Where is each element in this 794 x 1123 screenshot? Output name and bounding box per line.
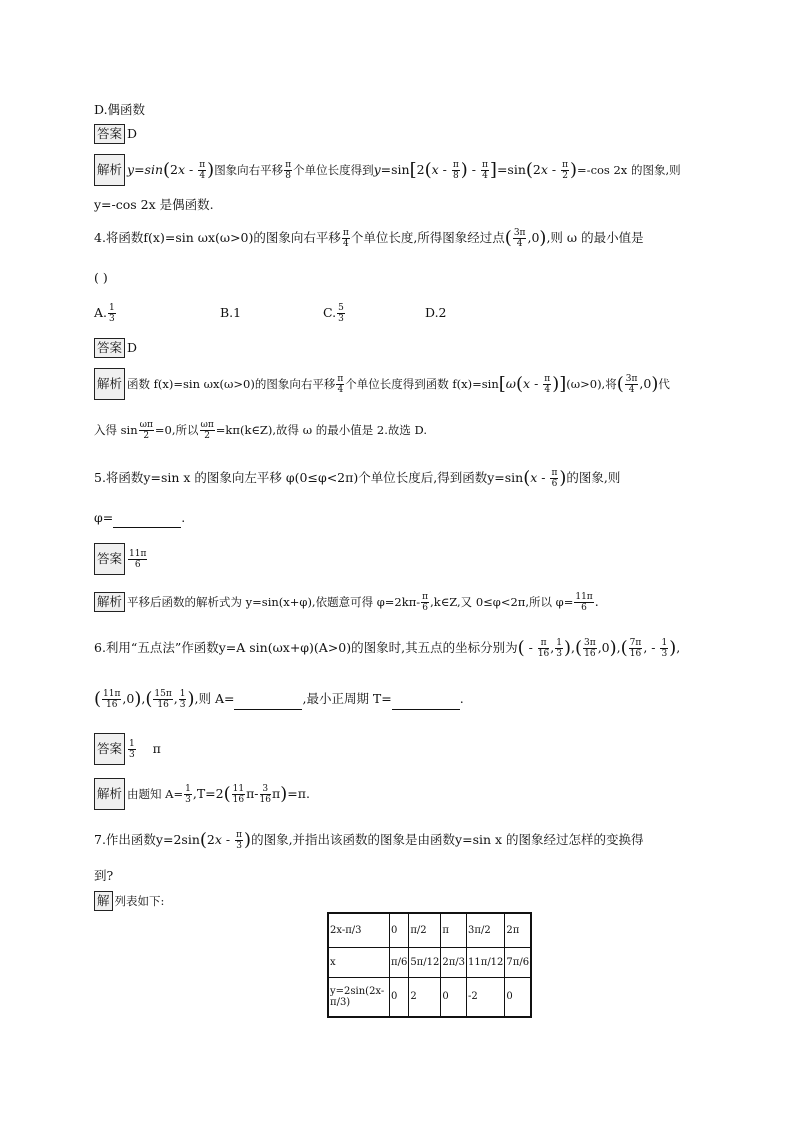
prev-option-d: D.偶函数 bbox=[94, 102, 146, 117]
q5-stem: 5.将函数y=sin x 的图象向左平移 φ(0≤φ<2π)个单位长度后,得到函数y=sin(x - $\frac{\pi}{6}$ )的图象,则 bbox=[94, 467, 621, 489]
frac-pi-4: $\frac{\pi}{4}$ bbox=[342, 228, 349, 249]
answer-tag: 答案 bbox=[94, 338, 125, 358]
q4-options bbox=[94, 303, 694, 323]
table-cell: 3π/2 bbox=[467, 913, 505, 947]
answer-tag: 答案 bbox=[94, 124, 125, 144]
table-cell: 2 bbox=[409, 977, 441, 1017]
q4-answer-line bbox=[94, 338, 137, 358]
q7-stem-line2: 到? bbox=[94, 868, 114, 883]
answer-tag: 答案 bbox=[94, 733, 125, 765]
q3-analysis-mid1: 图象向右平移 bbox=[214, 163, 284, 177]
q3-answer-line bbox=[94, 124, 137, 144]
q3-answer: D bbox=[127, 126, 138, 141]
table-cell-head: x bbox=[328, 947, 390, 977]
q4-option-c: C. $\frac{5}{3}$ bbox=[323, 303, 344, 324]
q4-paren: ( ) bbox=[94, 270, 108, 285]
table-cell: -2 bbox=[467, 977, 505, 1017]
table-cell: 7π/6 bbox=[505, 947, 531, 977]
answer-tag: 答案 bbox=[94, 543, 125, 575]
table-cell: 11π/12 bbox=[467, 947, 505, 977]
table-cell: π/6 bbox=[390, 947, 409, 977]
table-cell: 0 bbox=[441, 977, 467, 1017]
q5-blank[interactable] bbox=[113, 513, 181, 528]
table-cell-head: y=2sin(2x-π/3) bbox=[328, 977, 390, 1017]
solution-tag: 解 bbox=[94, 891, 113, 911]
table-cell: π bbox=[441, 913, 467, 947]
q4-analysis-line2: 入得 sin $\frac{\omega\pi}{2}$ =0,所以 $\frac{\omega\pi}{2}$ =kπ(k∈Z),故得 ω 的最小值是 2.故选 D. bbox=[94, 420, 427, 441]
q5-answer: $\frac{11\pi}{6}$ bbox=[129, 549, 147, 570]
q4-option-a: A. $\frac{1}{3}$ bbox=[94, 303, 115, 324]
q3-analysis-prefix: y=sin bbox=[127, 162, 164, 177]
table-cell: 0 bbox=[505, 977, 531, 1017]
q3-analysis-mid2: 个单位长度得到 bbox=[293, 163, 374, 177]
q3-analysis-line: 解析 y=sin(2x - $\frac{\pi}{4}$ )图象向右平移 $\frac{\pi}{8}$ 个单位长度得到y=sin[2(x - $\frac{\pi}{8}$ ) - $\frac{\pi}{4}$ ]=sin(2x - $\frac{\pi}{2}$ )=-cos 2x 的图象,则 bbox=[94, 154, 681, 186]
q6-blank-a[interactable] bbox=[234, 695, 302, 710]
table-cell: 0 bbox=[390, 913, 409, 947]
analysis-tag: 解析 bbox=[94, 368, 125, 400]
q6-answer-line bbox=[94, 733, 161, 765]
table-cell: 2π bbox=[505, 913, 531, 947]
q4-option-d: D.2 bbox=[425, 305, 447, 320]
q6-analysis-line: 解析 由题知 A= $\frac{1}{3}$ ,T=2( $\frac{11}{16}$ π- $\frac{3}{16}$ π)=π. bbox=[94, 778, 310, 810]
table-cell-head: 2x-π/3 bbox=[328, 913, 390, 947]
q7-solution-line: 解 列表如下: bbox=[94, 891, 164, 911]
q7-value-table bbox=[327, 912, 532, 1018]
q6-answer-t: π bbox=[152, 741, 161, 756]
analysis-tag: 解析 bbox=[94, 778, 125, 810]
q6-stem-line2: ( $\frac{11\pi}{16}$ ,0),( $\frac{15\pi}{16}$ , $\frac{1}{3}$ ),则 A= ,最小正周期 T= . bbox=[94, 688, 464, 710]
q5-answer-line bbox=[94, 543, 148, 575]
q5-analysis-line: 解析 平移后函数的解析式为 y=sin(x+φ),依题意可得 φ=2kπ- $\frac{\pi}{6}$ ,k∈Z,又 0≤φ<2π,所以 φ= $\frac{11\pi}{6}$ . bbox=[94, 592, 599, 613]
q3-analysis-line2: y=-cos 2x 是偶函数. bbox=[94, 197, 214, 212]
q6-blank-t[interactable] bbox=[392, 695, 460, 710]
q7-stem: 7.作出函数y=2sin(2x - $\frac{\pi}{3}$ )的图象,并指出该函数的图象是由函数y=sin x 的图象经过怎样的变换得 bbox=[94, 829, 644, 851]
table-cell: 5π/12 bbox=[409, 947, 441, 977]
frac-pi-8: $\frac{\pi}{8}$ bbox=[285, 160, 292, 181]
table-row bbox=[328, 947, 531, 977]
q3-analysis-tail: =-cos 2x 的图象,则 bbox=[577, 163, 681, 177]
table-row bbox=[328, 913, 531, 947]
table-cell: 0 bbox=[390, 977, 409, 1017]
q4-answer: D bbox=[127, 340, 138, 355]
table-cell: 2π/3 bbox=[441, 947, 467, 977]
q6-stem: 6.利用“五点法”作函数y=A sin(ωx+φ)(A>0)的图象时,其五点的坐标分别为( - $\frac{\pi}{16}$ , $\frac{1}{3}$ ),( $\frac{3\pi}{16}$ ,0),( $\frac{7\pi}{16}$ , - $\frac{1}{3}$ ), bbox=[94, 637, 681, 659]
q4-option-b: B.1 bbox=[220, 305, 242, 320]
q6-answer-a: $\frac{1}{3}$ bbox=[129, 739, 135, 760]
table-cell: π/2 bbox=[409, 913, 441, 947]
q4-stem: 4.将函数f(x)=sin ωx(ω>0)的图象向右平移 $\frac{\pi}{4}$ 个单位长度,所得图象经过点( $\frac{3\pi}{4}$ ,0),则 ω 的最小值是 bbox=[94, 227, 644, 249]
analysis-tag: 解析 bbox=[94, 592, 125, 612]
q5-stem-line2: φ= . bbox=[94, 508, 185, 528]
table-row bbox=[328, 977, 531, 1017]
q4-analysis-line: 解析 函数 f(x)=sin ωx(ω>0)的图象向右平移 $\frac{\pi}{4}$ 个单位长度得到函数 f(x)=sin[ω(x - $\frac{\pi}{4}$ )](ω>0),将( $\frac{3\pi}{4}$ ,0)代 bbox=[94, 368, 670, 400]
analysis-tag: 解析 bbox=[94, 154, 125, 186]
frac-pi-4: $\frac{\pi}{4}$ bbox=[199, 160, 206, 181]
